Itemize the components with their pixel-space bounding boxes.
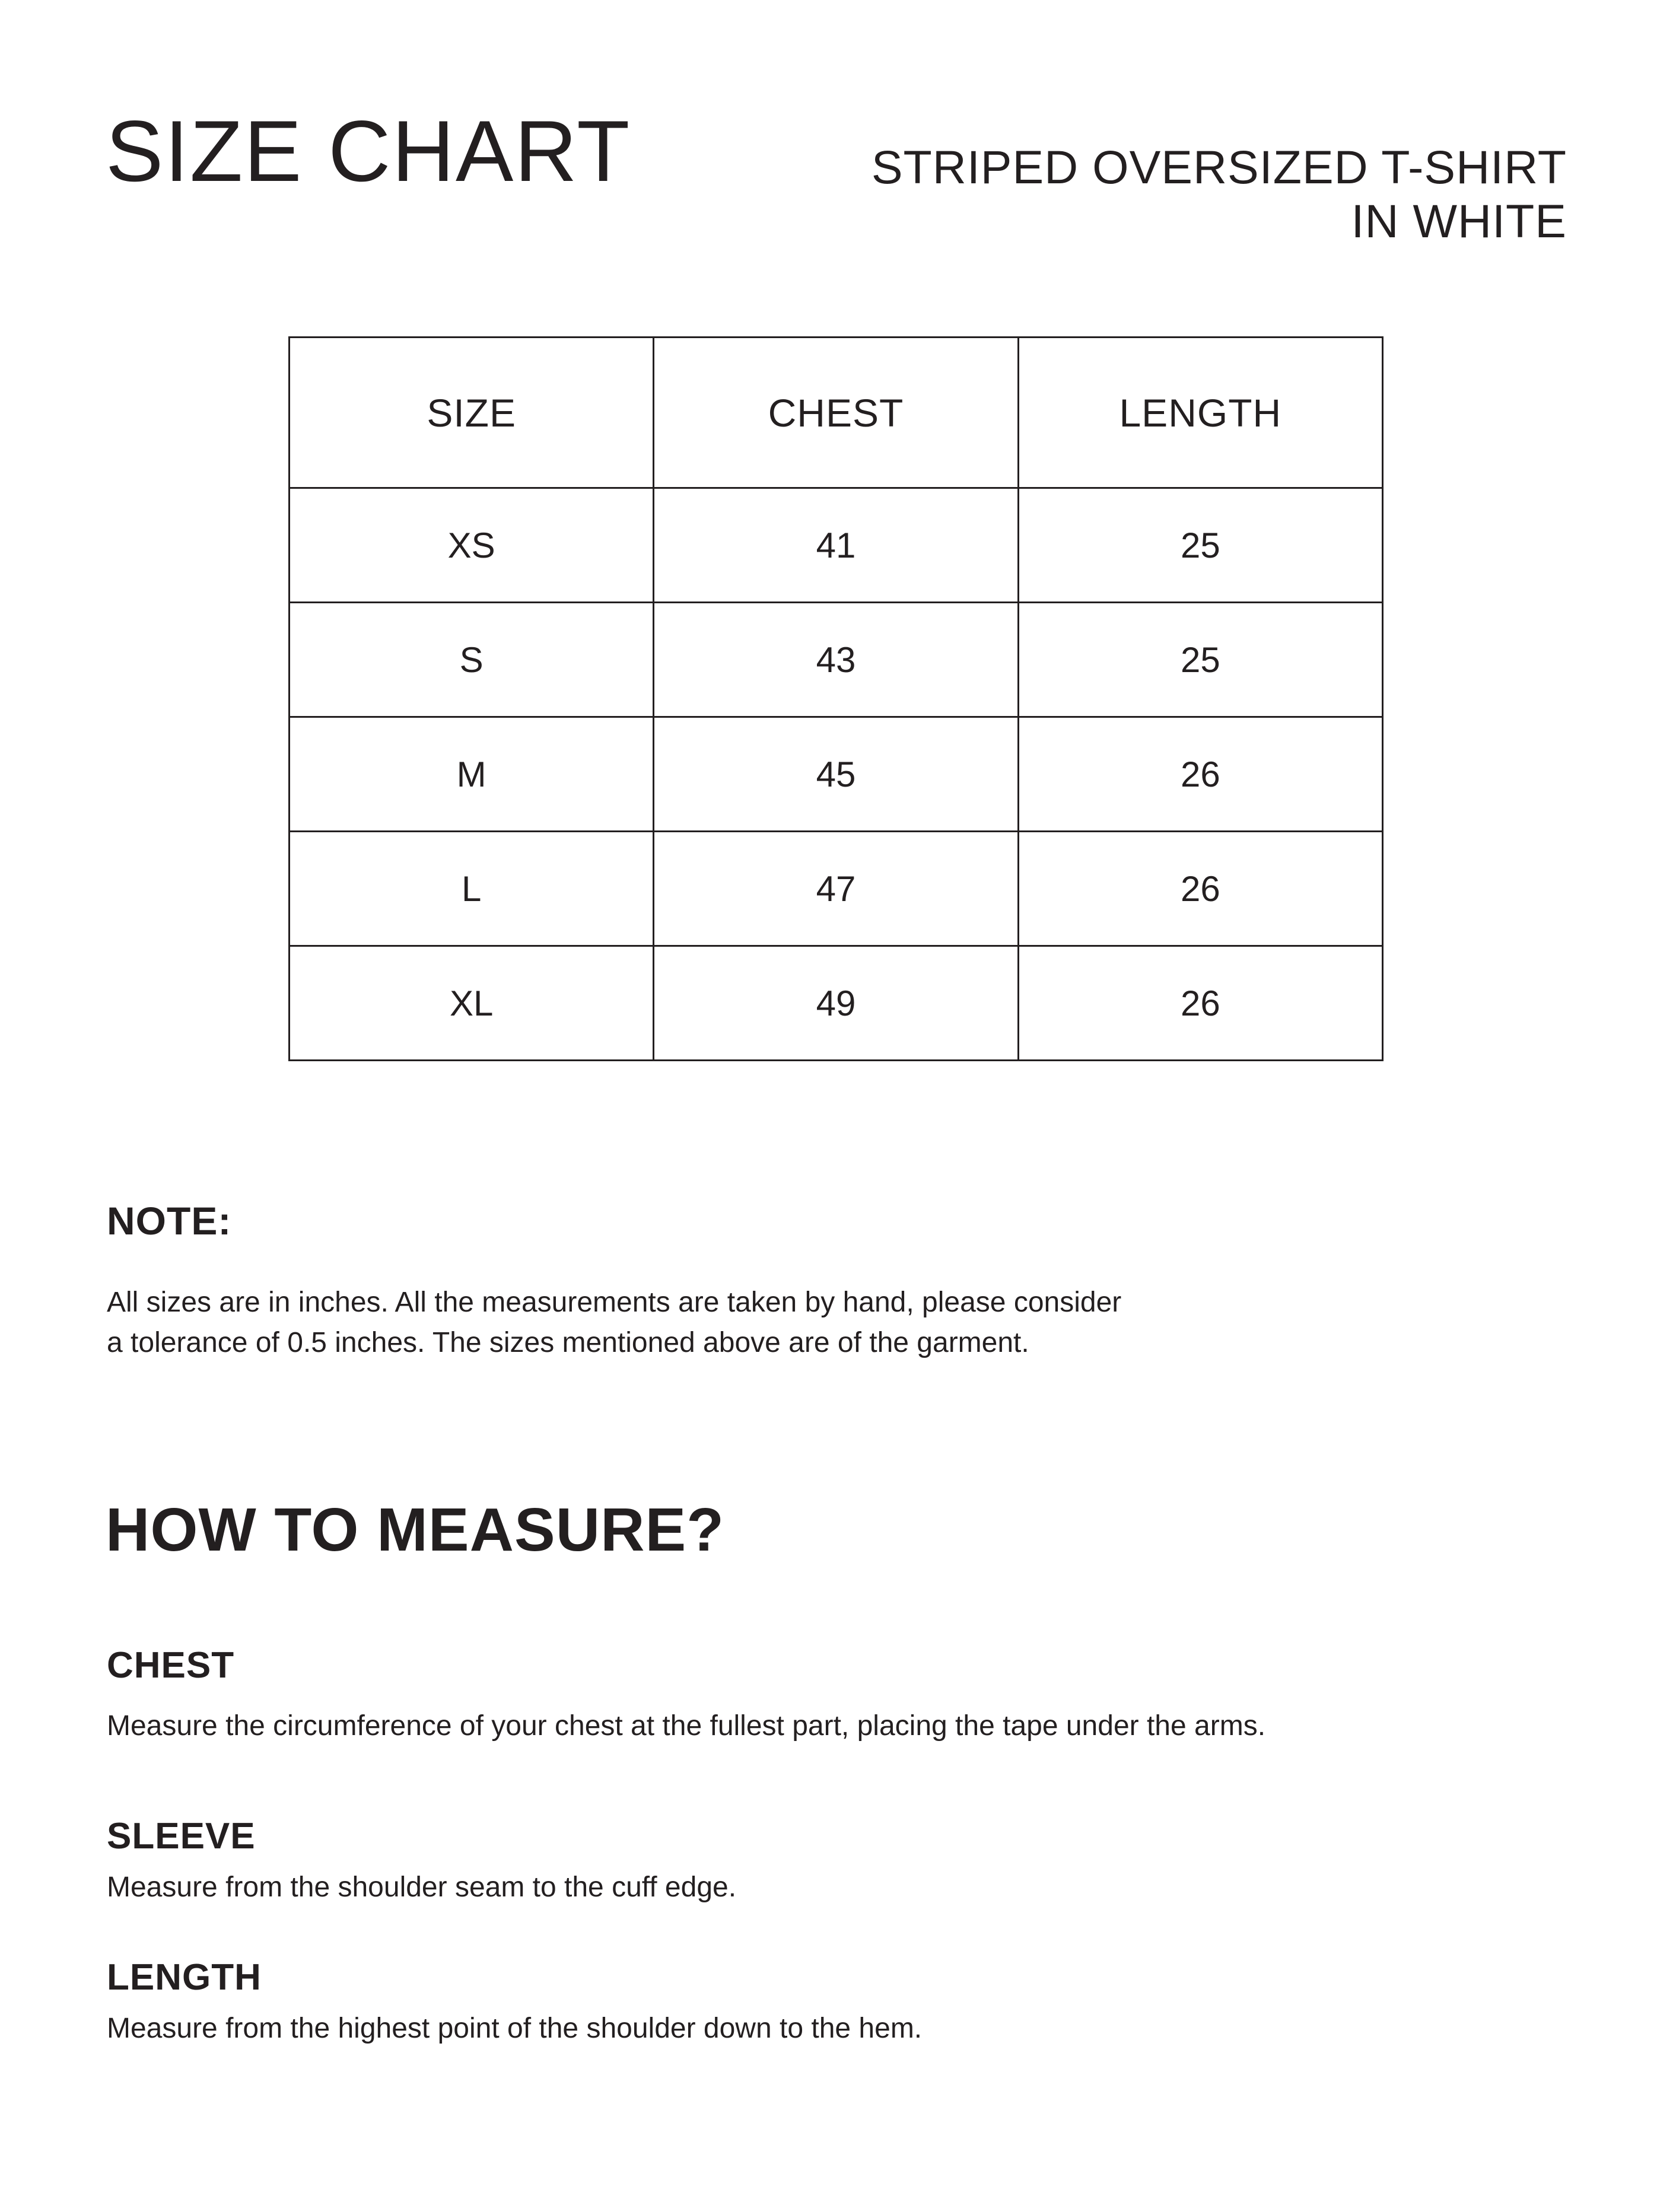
- cell-length: 26: [1018, 832, 1382, 946]
- table-row-xs: [290, 488, 1383, 603]
- note-body: [107, 1282, 1121, 1363]
- measure-desc-length: Measure from the highest point of the shoulder down to the hem.: [107, 2013, 923, 2044]
- how-to-measure-heading: HOW TO MEASURE?: [106, 1495, 725, 1564]
- page-title: SIZE CHART: [106, 103, 631, 199]
- cell-size: S: [290, 603, 654, 717]
- cell-chest: 47: [654, 832, 1018, 946]
- cell-size: XL: [290, 946, 654, 1061]
- measure-label-sleeve: SLEEVE: [107, 1816, 256, 1857]
- table-row-l: [290, 832, 1383, 946]
- size-table: [288, 336, 1384, 1061]
- cell-length: 25: [1018, 488, 1382, 603]
- measure-label-chest: CHEST: [107, 1645, 235, 1686]
- product-name-line2: IN WHITE: [1351, 195, 1567, 247]
- cell-chest: 41: [654, 488, 1018, 603]
- measure-label-length: LENGTH: [107, 1957, 262, 1998]
- product-name-line1: STRIPED OVERSIZED T-SHIRT: [871, 141, 1567, 193]
- cell-chest: 49: [654, 946, 1018, 1061]
- cell-size: L: [290, 832, 654, 946]
- note-heading: NOTE:: [107, 1199, 232, 1243]
- cell-length: 26: [1018, 717, 1382, 832]
- column-header-chest: CHEST: [654, 338, 1018, 488]
- column-header-length: LENGTH: [1018, 338, 1382, 488]
- product-name: [872, 140, 1567, 248]
- cell-chest: 45: [654, 717, 1018, 832]
- note-body-line1: All sizes are in inches. All the measurements are taken by hand, please consider: [107, 1287, 1122, 1318]
- measure-desc-chest: Measure the circumference of your chest at the fullest part, placing the tape under the arms.: [107, 1710, 1266, 1742]
- table-row-xl: [290, 946, 1383, 1061]
- cell-size: XS: [290, 488, 654, 603]
- column-header-size: SIZE: [290, 338, 654, 488]
- measure-desc-sleeve: Measure from the shoulder seam to the cuff edge.: [107, 1872, 737, 1903]
- cell-chest: 43: [654, 603, 1018, 717]
- cell-length: 25: [1018, 603, 1382, 717]
- cell-size: M: [290, 717, 654, 832]
- size-table-header-row: [290, 338, 1383, 488]
- table-row-m: [290, 717, 1383, 832]
- table-row-s: [290, 603, 1383, 717]
- cell-length: 26: [1018, 946, 1382, 1061]
- note-body-line2: a tolerance of 0.5 inches. The sizes mentioned above are of the garment.: [107, 1327, 1029, 1358]
